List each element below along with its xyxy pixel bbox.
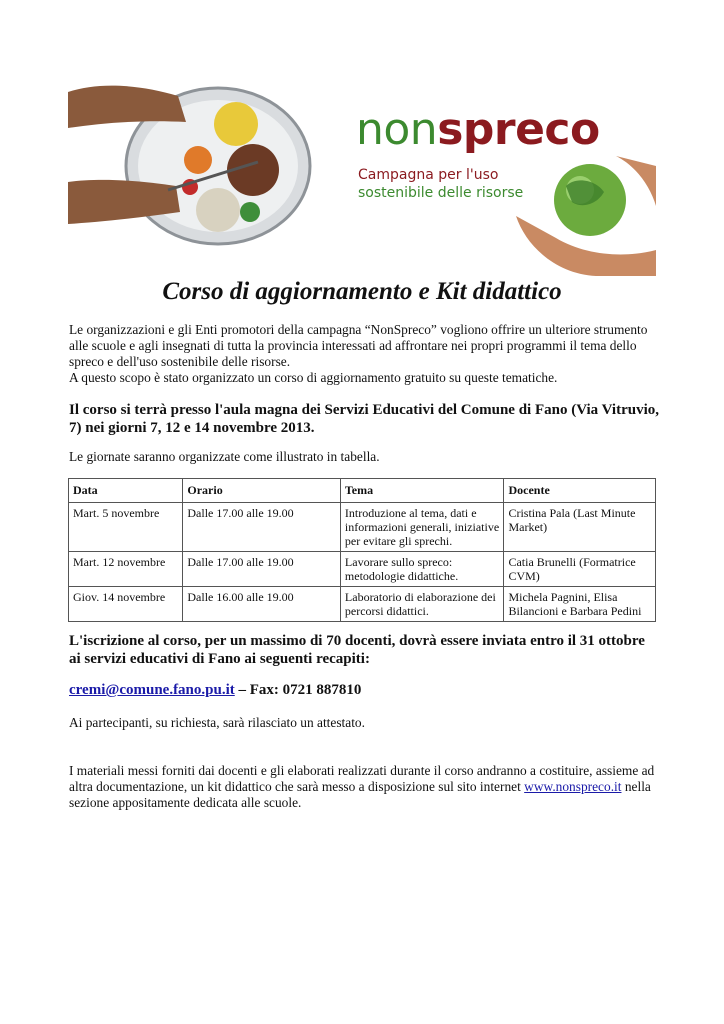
- cell-time: Dalle 17.00 alle 19.00: [183, 552, 341, 587]
- cell-topic: Introduzione al tema, dati e informazioni generali, iniziative per evitare gli sprechi.: [340, 503, 504, 552]
- food-plate-illustration: [68, 82, 338, 250]
- header-tema: Tema: [340, 479, 504, 503]
- registration-paragraph: L'iscrizione al corso, per un massimo di 70 docenti, dovrà essere inviata entro il 31 ottobre ai servizi educativi di Fano ai seguenti recapiti:: [69, 633, 645, 667]
- header-data: Data: [69, 479, 183, 503]
- tagline-line-2: sostenibile delle risorse: [358, 185, 524, 201]
- table-intro: Le giornate saranno organizzate come illustrato in tabella.: [69, 449, 380, 464]
- intro-text-2: A questo scopo è stato organizzato un corso di aggiornamento gratuito su queste tematiche.: [69, 370, 558, 385]
- hands-globe-illustration: [516, 146, 656, 278]
- intro-paragraph: [69, 322, 659, 386]
- header-docente: Docente: [504, 479, 656, 503]
- cell-time: Dalle 16.00 alle 19.00: [183, 587, 341, 622]
- location-paragraph: Il corso si terrà presso l'aula magna dei Servizi Educativi del Comune di Fano (Via Vitruvio, 7) nei giorni 7, 12 e 14 novembre 2013.: [69, 402, 659, 436]
- table-row: [69, 552, 656, 587]
- cell-date: Mart. 12 novembre: [69, 552, 183, 587]
- email-link[interactable]: cremi@comune.fano.pu.it: [69, 682, 235, 698]
- fax-text: – Fax: 0721 887810: [234, 682, 362, 698]
- schedule-table: [68, 478, 656, 622]
- contact-line: [69, 682, 659, 698]
- materials-paragraph: [69, 763, 659, 811]
- certificate-paragraph: Ai partecipanti, su richiesta, sarà rilasciato un attestato.: [69, 715, 365, 730]
- cell-topic: Laboratorio di elaborazione dei percorsi didattici.: [340, 587, 504, 622]
- table-header-row: [69, 479, 656, 503]
- cell-time: Dalle 17.00 alle 19.00: [183, 503, 341, 552]
- cell-teacher: Michela Pagnini, Elisa Bilancioni e Barbara Pedini: [504, 587, 656, 622]
- cell-teacher: Cristina Pala (Last Minute Market): [504, 503, 656, 552]
- campaign-tagline: [358, 166, 523, 202]
- logo-text-spreco: spreco: [437, 104, 600, 155]
- cell-topic: Lavorare sullo spreco: metodologie didattiche.: [340, 552, 504, 587]
- cell-date: Mart. 5 novembre: [69, 503, 183, 552]
- tagline-line-1: Campagna per l'uso: [358, 167, 499, 183]
- header-banner: [68, 82, 656, 278]
- cell-date: Giov. 14 novembre: [69, 587, 183, 622]
- website-link[interactable]: www.nonspreco.it: [524, 779, 622, 794]
- logo-text-non: non: [356, 104, 438, 155]
- cell-teacher: Catia Brunelli (Formatrice CVM): [504, 552, 656, 587]
- table-row: [69, 503, 656, 552]
- materials-text-after: nella sezione appositamente dedicata alle scuole.: [69, 779, 651, 810]
- header-orario: Orario: [183, 479, 341, 503]
- page-title: Corso di aggiornamento e Kit didattico: [162, 278, 562, 305]
- table-row: [69, 587, 656, 622]
- intro-text: Le organizzazioni e gli Enti promotori della campagna “NonSpreco” vogliono offrire un ulteriore strumento alle scuole e agli insegnati di tutta la provincia interessati ad affrontare nei propri programmi il tema dello spreco e dell'uso sostenibile delle risorse.: [69, 322, 648, 369]
- materials-text: I materiali messi forniti dai docenti e gli elaborati realizzati durante il corso andranno a costituire, assieme ad altra documentazione, un kit didattico che sarà messo a disposizione sul sito internet: [69, 763, 655, 794]
